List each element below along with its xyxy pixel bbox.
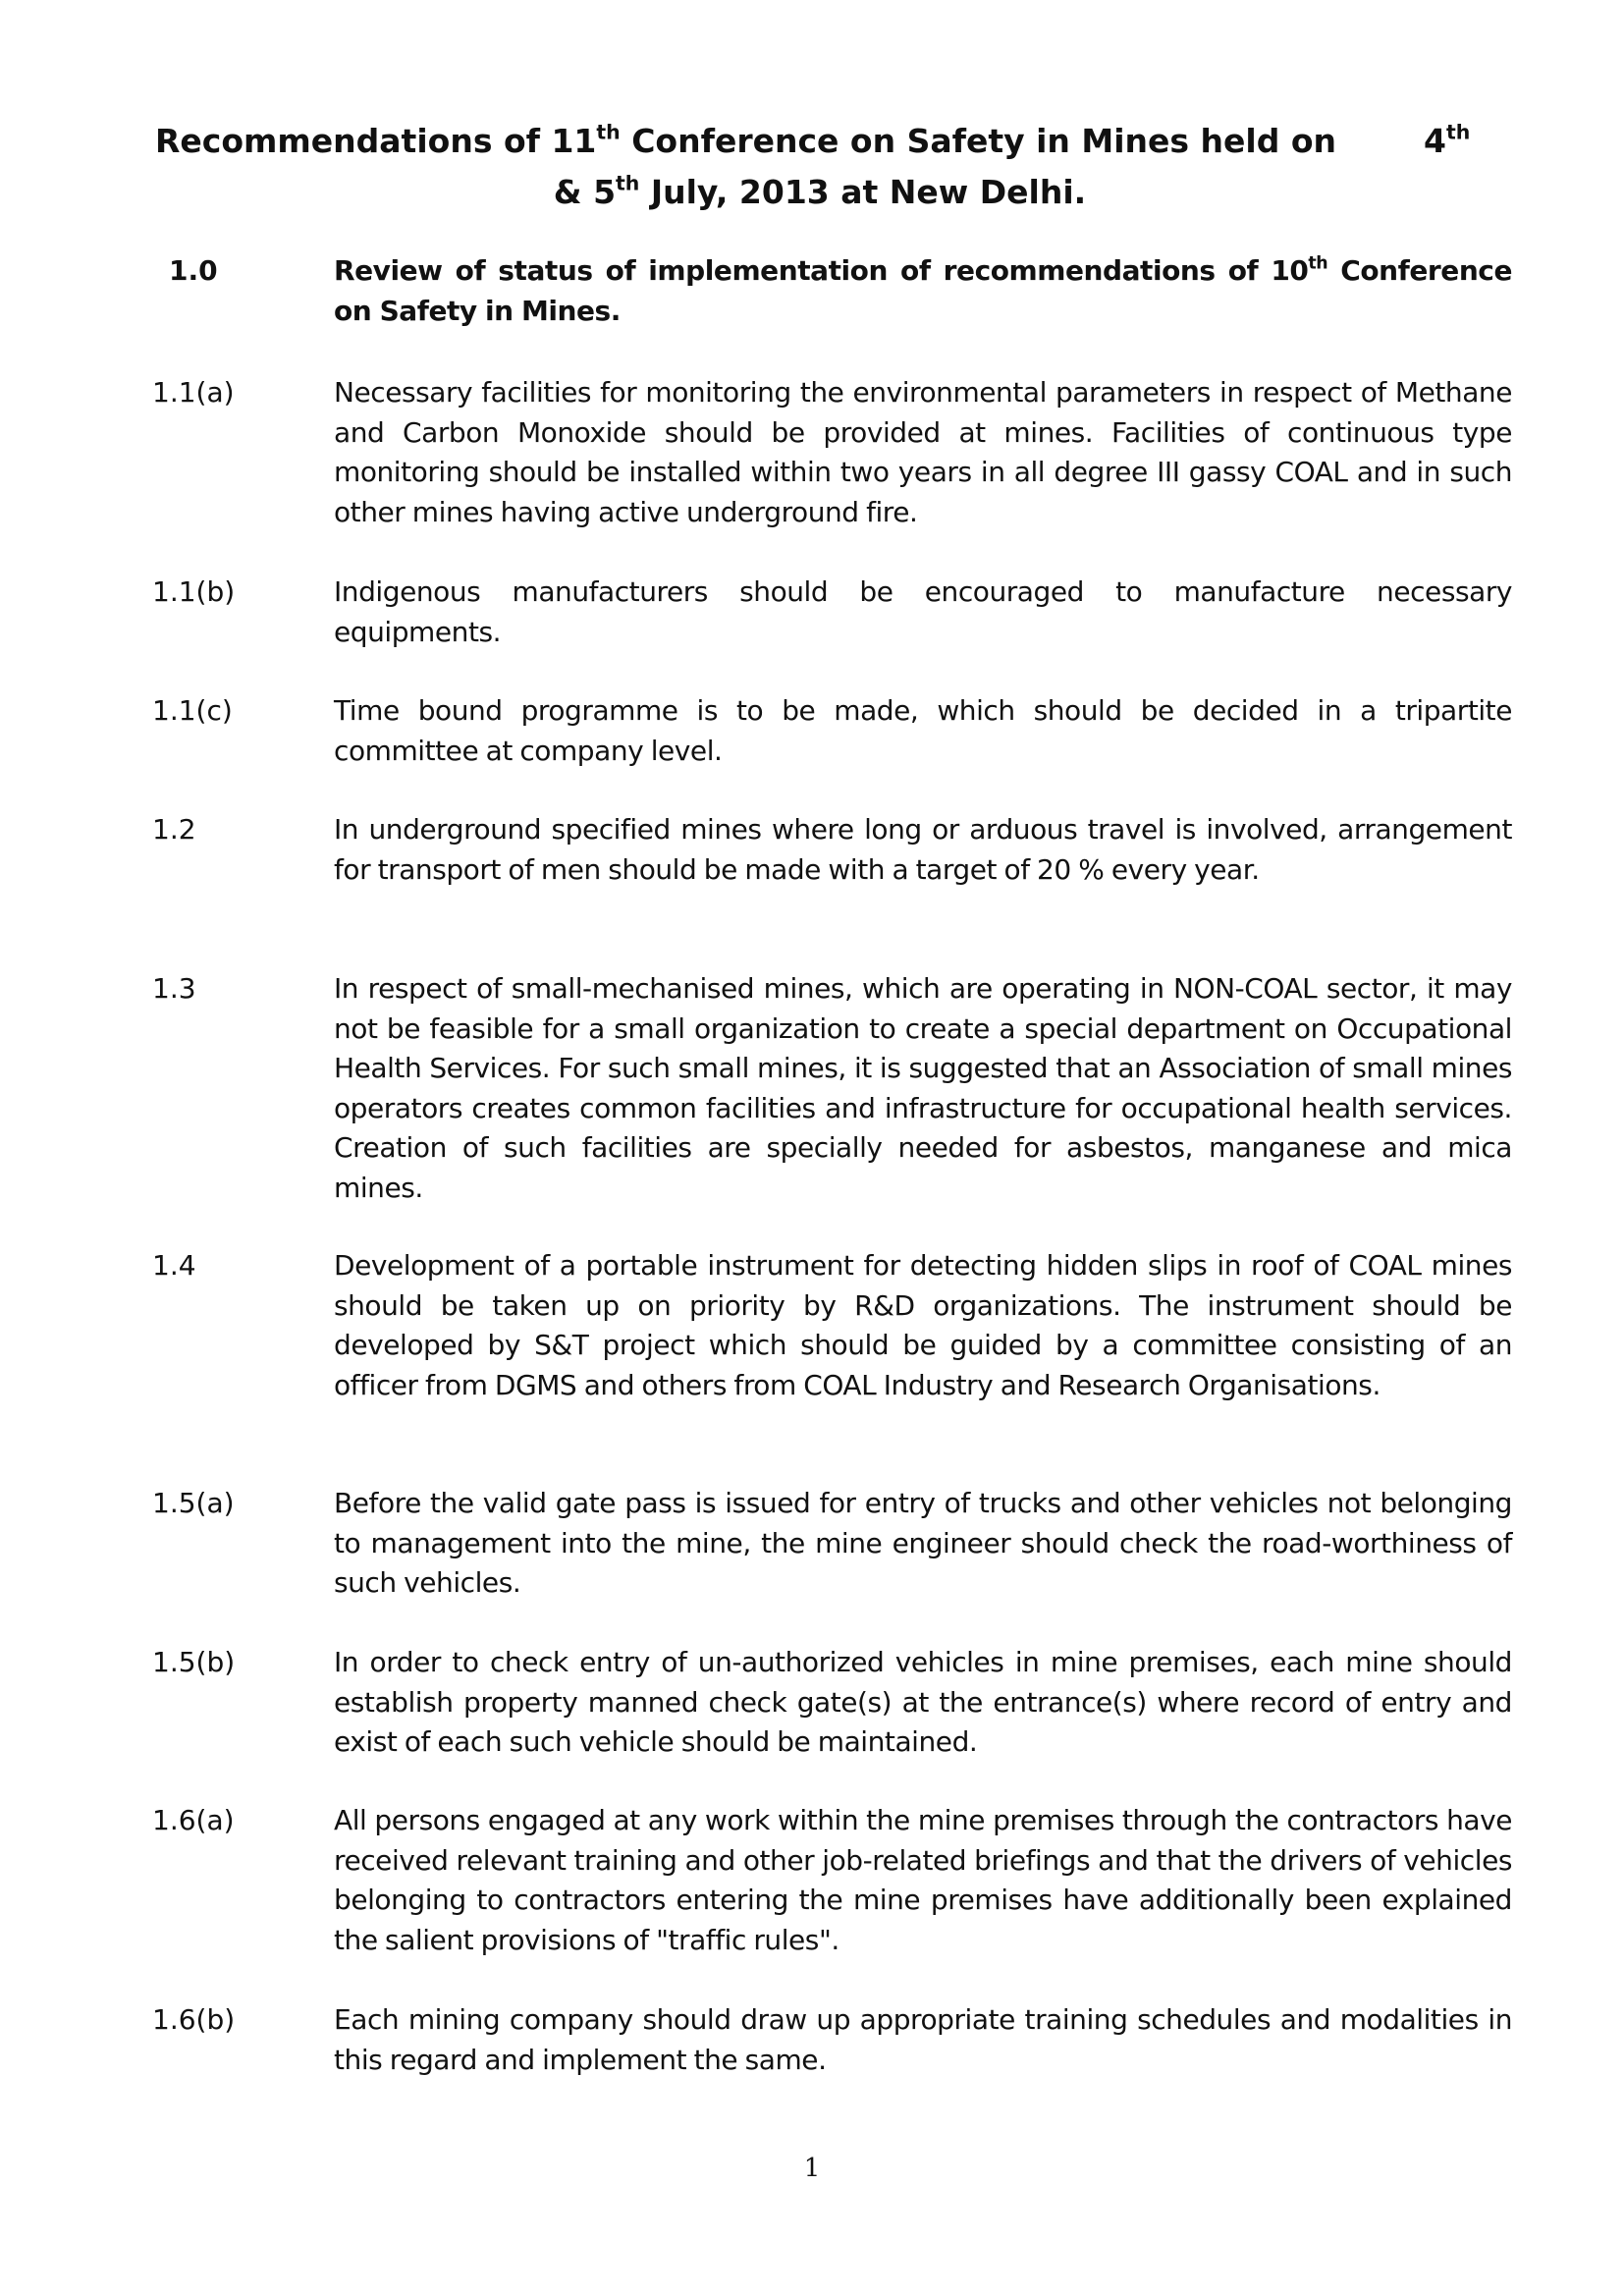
title-text: & 5 [553, 173, 617, 211]
title-text: Conference on Safety in Mines held on [620, 122, 1337, 160]
item-text: In respect of small-mechanised mines, which are operating in NON-COAL sector, it may not be feasible for a small organization to create a special department on Occupational Health Services. For such small mines, it is suggested that an Association of small mines operators creates common facilities and infrastructure for occupational health services. Creation of such facilities are specially needed for asbestos, manganese and mica mines. [334, 972, 1512, 1204]
item-number: 1.4 [152, 1249, 196, 1282]
title-superscript: th [616, 171, 640, 195]
title-line-1 [147, 116, 1502, 167]
title-text: July, 2013 at New Delhi. [639, 173, 1087, 211]
item-number: 1.1(b) [152, 575, 236, 608]
item-text: Each mining company should draw up appropriate training schedules and modalities in this regard and implement the same. [334, 2003, 1512, 2076]
item-number: 1.3 [152, 972, 196, 1005]
item-text: Time bound programme is to be made, which should be decided in a tripartite committee at company level. [334, 694, 1512, 767]
item-number: 1.6(b) [152, 2003, 236, 2036]
item-text: In underground specified mines where long or arduous travel is involved, arrangement for transport of men should be made with a target of 20 % every year. [334, 813, 1512, 886]
item-text: Before the valid gate pass is issued for entry of trucks and other vehicles not belonging to management into the mine, the mine engineer should check the road-worthiness of such vehicles. [334, 1487, 1512, 1599]
item-text: Development of a portable instrument for detecting hidden slips in roof of COAL mines should be taken up on priority by R&D organizations. The instrument should be developed by S&T project which should be guided by a committee consisting of an officer from DGMS and others from COAL Industry and Research Organisations. [334, 1249, 1512, 1401]
title-date-day: 4 [1424, 122, 1446, 160]
item-number: 1.2 [152, 813, 196, 846]
item-text: Necessary facilities for monitoring the environmental parameters in respect of Methane and Carbon Monoxide should be provided at mines. Facilities of continuous type monitoring should be installed within two years in all degree III gassy COAL and in such other mines having active underground fire. [334, 376, 1512, 528]
section-number: 1.0 [169, 254, 218, 287]
section-heading-text: Review of status of implementation of recommendations of 10th Conference on Safety in Mines. [334, 253, 1512, 327]
item-text: All persons engaged at any work within the mine premises through the contractors have received relevant training and other job-related briefings and that the drivers of vehicles belonging to contractors entering the mine premises have additionally been explained the salient provisions of "traffic rules". [334, 1804, 1512, 1956]
item-number: 1.6(a) [152, 1804, 235, 1836]
item-number: 1.1(a) [152, 376, 235, 409]
page-number: 1 [803, 2154, 821, 2183]
title-superscript: th [1445, 120, 1471, 144]
document-title [147, 116, 1512, 218]
item-text: In order to check entry of un-authorized vehicles in mine premises, each mine should establish property manned check gate(s) at the entrance(s) where record of entry and exist of each such vehicle should be maintained. [334, 1646, 1512, 1758]
title-line-2 [147, 167, 1512, 218]
item-number: 1.1(c) [152, 694, 233, 727]
item-number: 1.5(a) [152, 1487, 235, 1519]
title-superscript: th [596, 120, 621, 144]
item-text: Indigenous manufacturers should be encouraged to manufacture necessary equipments. [334, 575, 1512, 648]
title-text: Recommendations of 11 [155, 122, 597, 160]
item-number: 1.5(b) [152, 1646, 236, 1678]
heading-superscript: th [1308, 253, 1328, 274]
